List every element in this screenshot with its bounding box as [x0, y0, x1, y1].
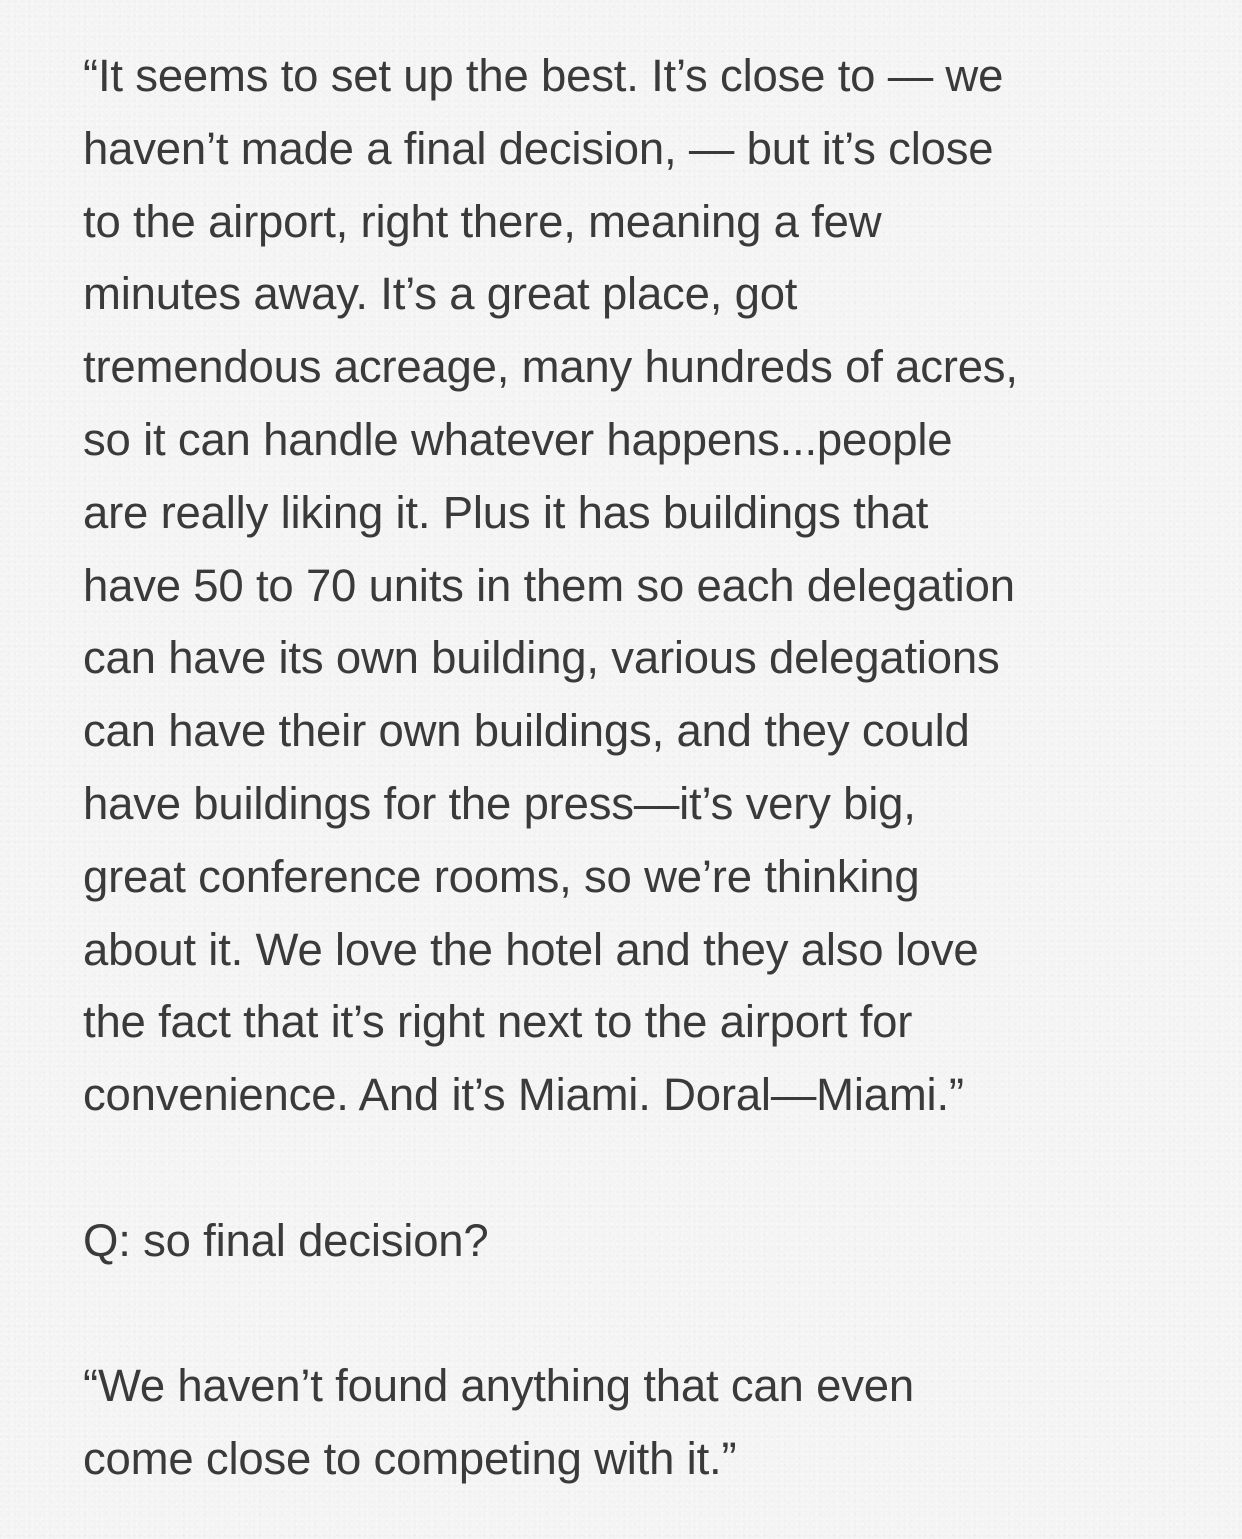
note-body	[83, 40, 1193, 1496]
quote-1-line: great conference rooms, so we’re thinking	[83, 850, 920, 902]
quote-1-line: can have its own building, various delegations	[83, 632, 1000, 684]
quote-1-line: minutes away. It’s a great place, got	[83, 268, 798, 320]
paragraph-spacer	[83, 1278, 1193, 1351]
quote-1-line: “It seems to set up the best. It’s close to — we	[83, 50, 1004, 101]
quote-1-line: the fact that it’s right next to the airport for	[83, 996, 913, 1048]
quote-1-line: haven’t made a final decision, — but it’s close	[83, 122, 994, 174]
quote-1-line: can have their own buildings, and they could	[83, 705, 970, 757]
quote-2-line: “We haven’t found anything that can even	[83, 1360, 914, 1412]
quote-1-line: are really liking it. Plus it has buildings that	[83, 486, 929, 538]
quote-1-line: have 50 to 70 units in them so each delegation	[83, 559, 1015, 611]
quote-1-line: convenience. And it’s Miami. Doral—Miami.”	[83, 1069, 964, 1121]
quote-2-line: come close to competing with it.”	[83, 1433, 737, 1485]
quote-paragraph-2	[83, 1350, 1193, 1496]
quote-1-line: about it. We love the hotel and they also love	[83, 923, 979, 975]
quote-1-line: have buildings for the press—it’s very big,	[83, 777, 916, 829]
question-line: Q: so final decision?	[83, 1214, 489, 1266]
quote-1-line: to the airport, right there, meaning a few	[83, 195, 882, 247]
quote-paragraph-1	[83, 40, 1193, 1132]
question-paragraph	[83, 1205, 1193, 1278]
quote-1-line: so it can handle whatever happens...people	[83, 413, 953, 465]
paragraph-spacer	[83, 1132, 1193, 1205]
quote-1-line: tremendous acreage, many hundreds of acres,	[83, 341, 1018, 393]
